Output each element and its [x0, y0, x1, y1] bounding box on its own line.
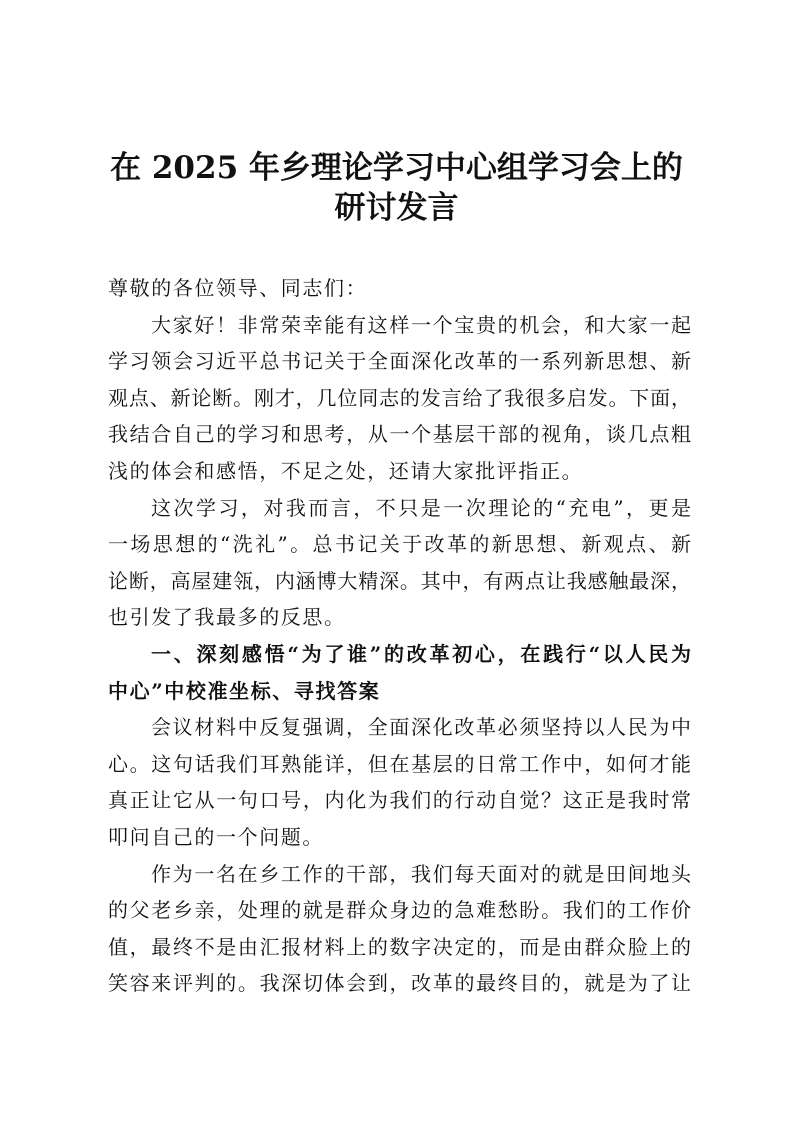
- paragraph-line: 学习领会习近平总书记关于全面深化改革的一系列新思想、新: [108, 349, 691, 374]
- paragraph-line: 心。这句话我们耳熟能详，但在基层的日常工作中，如何才能: [108, 751, 691, 776]
- paragraph-line: 笑容来评判的。我深切体会到，改革的最终目的，就是为了让: [108, 971, 691, 996]
- paragraph-line: 作为一名在乡工作的干部，我们每天面对的就是田间地头: [151, 861, 691, 886]
- document-body: [108, 270, 691, 1002]
- title-line-1: 在 2025 年乡理论学习中心组学习会上的: [110, 150, 683, 186]
- section-heading-line: 中心”中校准坐标、寻找答案: [108, 678, 381, 703]
- paragraph-line: 浅的体会和感悟，不足之处，还请大家批评指正。: [108, 458, 584, 483]
- paragraph-line: 这次学习，对我而言，不只是一次理论的“充电”，更是: [151, 495, 691, 520]
- paragraph-line: 大家好！非常荣幸能有这样一个宝贵的机会，和大家一起: [151, 312, 691, 337]
- paragraph-line: 真正让它从一句口号，内化为我们的行动自觉？这正是我时常: [108, 788, 691, 813]
- title-line-2: 研讨发言: [334, 190, 459, 226]
- paragraph-line: 尊敬的各位领导、同志们：: [108, 276, 368, 300]
- paragraph-line: 论断，高屋建瓴，内涵博大精深。其中，有两点让我感触最深，: [108, 568, 691, 593]
- paragraph-line: 我结合自己的学习和思考，从一个基层干部的视角，谈几点粗: [108, 422, 691, 447]
- paragraph-line: 观点、新论断。刚才，几位同志的发言给了我很多启发。下面，: [108, 385, 691, 410]
- paragraph-line: 一场思想的“洗礼”。总书记关于改革的新思想、新观点、新: [108, 532, 691, 557]
- section-heading-line: 一、深刻感悟“为了谁”的改革初心，在践行“以人民为: [151, 641, 691, 666]
- paragraph-line: 的父老乡亲，处理的就是群众身边的急难愁盼。我们的工作价: [108, 898, 691, 923]
- paragraph-line: 会议材料中反复强调，全面深化改革必须坚持以人民为中: [151, 715, 691, 740]
- paragraph-line: 也引发了我最多的反思。: [108, 605, 346, 630]
- paragraph-line: 值，最终不是由汇报材料上的数字决定的，而是由群众脸上的: [108, 934, 691, 959]
- paragraph-line: 叩问自己的一个问题。: [108, 824, 324, 849]
